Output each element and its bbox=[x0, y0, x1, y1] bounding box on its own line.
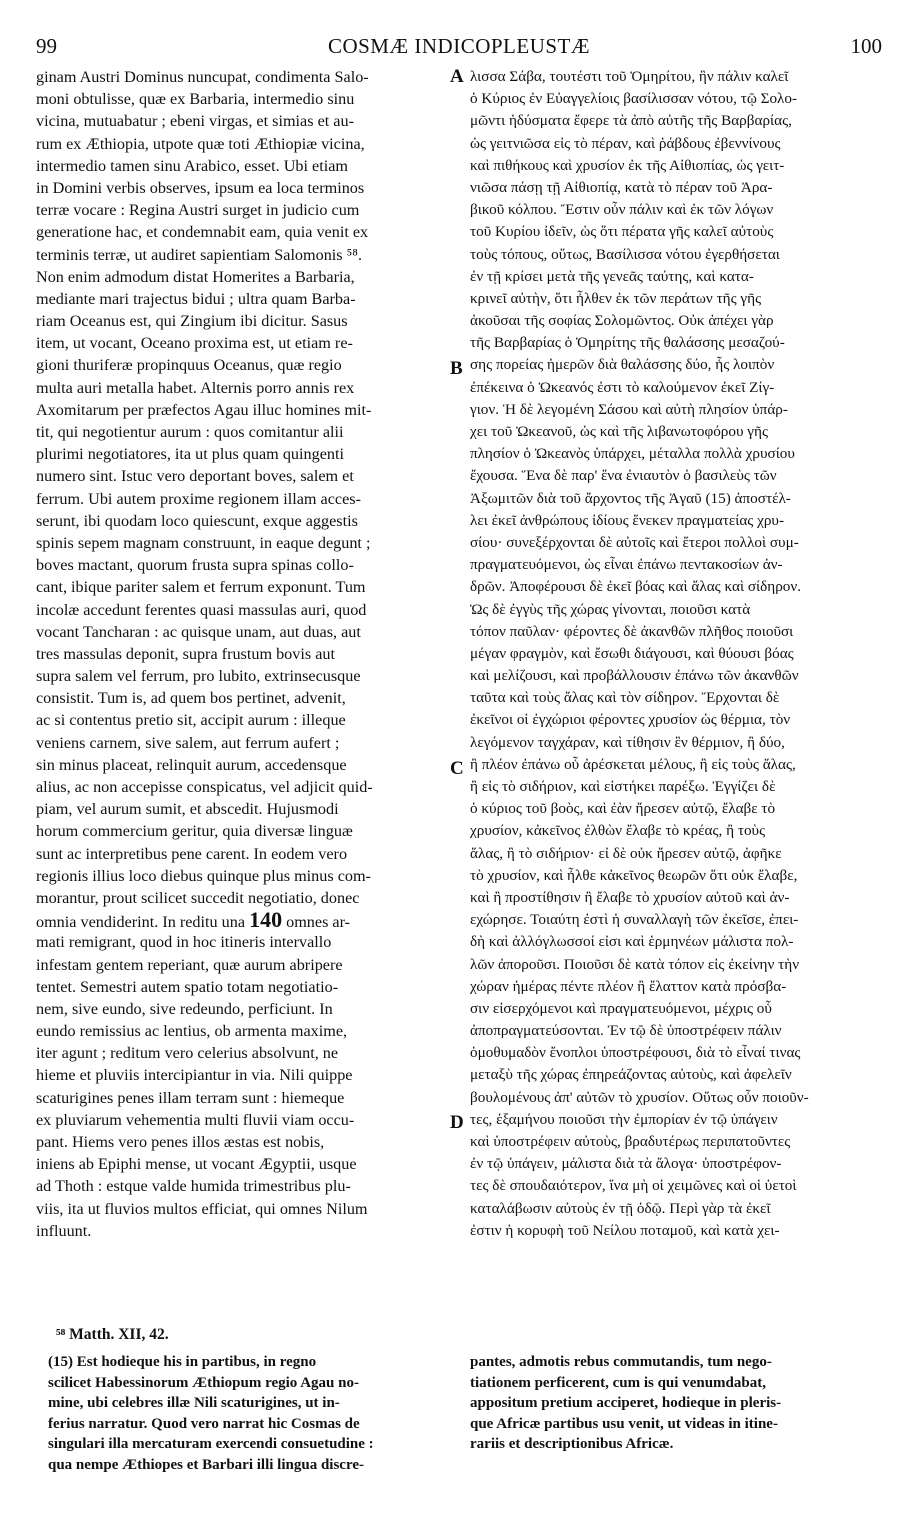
greek-text-line: ἀποπραγματεύσονται. Ἐν τῷ δὲ ὑποστρέφειν πάλιν bbox=[470, 1022, 782, 1040]
greek-text-line: ἀκοῦσαι τῆς σοφίας Σολομῶντος. Οὐκ ἀπέχει γὰρ bbox=[470, 312, 774, 330]
note-line: tiationem perficerent, cum is qui venumdabat, bbox=[470, 1374, 766, 1391]
greek-text-line: ταῦτα καὶ τοὺς ἅλας καὶ τὸν σίδηρον. Ἔρχονται δὲ bbox=[470, 689, 780, 707]
greek-text-line: δρῶν. Ἀποφέρουσι δὲ ἐκεῖ βόας καὶ ἅλας καὶ σίδηρον. bbox=[470, 578, 802, 596]
greek-text-line: πραγματευόμενοι, ὡς εἶναι ἐπάνω πεντακοσίων ἀν- bbox=[470, 556, 783, 574]
latin-text-line: intermedio tamen sinu Arabico, esset. Ubi etiam bbox=[36, 156, 348, 175]
greek-text-line: μῶντι ἡδύσματα ἔφερε τὰ ἀπὸ αὐτῆς τῆς Βαρβαρίας, bbox=[470, 112, 792, 130]
note-line: qua nempe Æthiopes et Barbari illi lingua discre- bbox=[48, 1456, 364, 1473]
latin-text-line bbox=[36, 909, 445, 931]
greek-text-line: ὁμοθυμαδὸν ἔνοπλοι ὑποστρέφουσι, διὰ τὸ εἶναί τινας bbox=[470, 1044, 801, 1062]
greek-text-line: καὶ πιθήκους καὶ χρυσίον ἐκ τῆς Αἰθιοπίας, ὡς γειτ- bbox=[470, 156, 785, 174]
greek-text-line: λεγόμενον ταγχάραν, καὶ τίθησιν ἓν θέρμιον, ἢ δύο, bbox=[470, 733, 785, 751]
latin-text-column bbox=[36, 66, 445, 1242]
latin-text-line: mediante mari trajectus bidui ; ultra quam Barba- bbox=[36, 289, 356, 308]
greek-text-line: ἐστιν ἡ κορυφὴ τοῦ Νείλου ποταμοῦ, καὶ κατὰ χει- bbox=[470, 1221, 780, 1239]
latin-text-line: vicina, mutuabatur ; ebeni virgas, et simias et au- bbox=[36, 112, 354, 131]
greek-text-line: νιῶσα πάσῃ τῇ Αἰθιοπίᾳ, κατὰ τὸ πέραν τοῦ Ἀρα- bbox=[470, 178, 773, 196]
latin-text-line: riam Oceanus est, qui Zingium ibi dicitur. Sasus bbox=[36, 312, 348, 331]
greek-text-line: γιον. Ἡ δὲ λεγομένη Σάσου καὶ αὐτὴ πλησίον ὑπάρ- bbox=[470, 400, 788, 418]
latin-text-line: mati remigrant, quod in hoc itineris intervallo bbox=[36, 933, 332, 952]
latin-text-line: influunt. bbox=[36, 1221, 92, 1240]
greek-text-line: καταλάβωσιν αὐτοὺς ἐν τῇ ὁδῷ. Περὶ γὰρ τὰ ἐκεῖ bbox=[470, 1199, 771, 1217]
latin-text-line: spinis sepem magnam construunt, in eaque degunt ; bbox=[36, 533, 371, 552]
greek-text-line: ὁ κύριος τοῦ βοὸς, καὶ ἐὰν ἤρεσεν αὐτῷ, ἔλαβε τὸ bbox=[470, 800, 776, 818]
note-line: mine, ubi celebres illæ Nili scaturigines, ut in- bbox=[48, 1395, 340, 1411]
greek-text-line: μέγαν φραγμὸν, καὶ ἔσωθι διάγουσι, καὶ θύουσι βόας bbox=[470, 644, 794, 662]
greek-text-line: τὸ χρυσίον, καὶ ἦλθε κἀκεῖνος θεωρῶν ὅτι οὐκ ἔλαβε, bbox=[470, 866, 798, 884]
latin-text-line: gioni thuriferæ propinquus Oceanus, quæ regio bbox=[36, 356, 342, 375]
latin-text-line: serunt, ibi quodam loco quiescunt, exque aggestis bbox=[36, 511, 358, 530]
greek-text-line: ἢ πλέον ἐπάνω οὗ ἀρέσκεται μέλους, ἢ εἰς τοὺς ἅλας, bbox=[470, 755, 796, 773]
latin-text-line: nem, sive eundo, sive redeundo, perficiunt. In bbox=[36, 999, 333, 1018]
latin-text-line: eundo remissius ac lentius, ob armenta maxime, bbox=[36, 1022, 348, 1041]
greek-text-line: βουλομένους ἀπ' αὐτῶν τὸ χρυσίον. Οὕτως οὖν ποιοῦν- bbox=[470, 1088, 809, 1106]
latin-text-fragment: omnes ar- bbox=[282, 913, 351, 932]
latin-text-line: consistit. Tum is, ad quem bos pertinet, advenit, bbox=[36, 689, 346, 708]
latin-text-line: rum ex Æthiopia, utpote quæ toti Æthiopiæ vicina, bbox=[36, 134, 365, 153]
editor-note-right bbox=[470, 1352, 882, 1455]
greek-text-line: καὶ ἢ προστίθησιν ἢ ἔλαβε τὸ χρυσίον αὐτοῦ καὶ ἀν- bbox=[470, 888, 790, 906]
latin-text-line: supra salem vel ferrum, pro lubito, extrinsecusque bbox=[36, 667, 361, 686]
latin-text-line: incolæ accedunt ferentes quasi massulas auri, quod bbox=[36, 600, 367, 619]
page-number-left: 99 bbox=[36, 34, 57, 58]
latin-text-line: item, ut vocant, Oceano proxima est, ut etiam re- bbox=[36, 334, 353, 353]
greek-text-line: λει ἐκεῖ ἀνθρώπους ἰδίους ἕνεκεν πραγματείας χρυ- bbox=[470, 511, 784, 529]
greek-text-line: ἢ εἰς τὸ σιδήριον, καὶ εἱστήκει παρέξω. Ἐγγίζει δὲ bbox=[470, 778, 776, 795]
latin-text-line: vocant Tancharan : ac quisque unam, aut duas, aut bbox=[36, 622, 361, 641]
greek-text-line: ἐν τῷ ὑπάγειν, μάλιστα διὰ τὰ ἄλογα· ὑποστρέφον- bbox=[470, 1155, 782, 1173]
greek-text-line: χώραν ἡμέρας πέντε πλέον ἢ ἔλαττον κατὰ πρόσβα- bbox=[470, 977, 787, 995]
latin-text-line: morantur, prout scilicet succedit negotiatio, donec bbox=[36, 888, 360, 907]
footnote: ⁵⁸ Matth. XII, 42. bbox=[56, 1326, 169, 1343]
greek-text-line: τες, ἑξαμήνου ποιοῦσι τὴν ἐμπορίαν ἐν τῷ ὑπάγειν bbox=[470, 1110, 778, 1128]
latin-text-line: terræ vocare : Regina Austri surget in judicio cum bbox=[36, 201, 360, 220]
greek-text-line: δὴ καὶ ἀλλόγλωσσοί εἰσι καὶ ἑρμηνέων μάλιστα πολ- bbox=[470, 933, 794, 951]
latin-text-line: viis, ita ut fluvios multos efficiat, qui omnes Nilum bbox=[36, 1199, 368, 1218]
latin-text-line: ac si contentus pretio sit, accipit aurum : illeque bbox=[36, 711, 346, 730]
latin-text-line: sunt ac interpretibus pene carent. In eodem vero bbox=[36, 844, 348, 863]
greek-text-line: Ἀξωμιτῶν διὰ τοῦ ἄρχοντος τῆς Ἀγαῦ (15) ἀποστέλ- bbox=[470, 489, 791, 507]
greek-text-line: καὶ ὑποστρέφειν αὐτοὺς, βραδυτέρως περιπατοῦντες bbox=[470, 1133, 791, 1150]
note-line: ferius narratur. Quod vero narrat hic Cosmas de bbox=[48, 1415, 360, 1432]
latin-text-line: numero sint. Istuc vero deportant boves, salem et bbox=[36, 467, 354, 486]
latin-text-line: multa auri metalla habet. Alternis porro annis rex bbox=[36, 378, 355, 397]
running-title: COSMÆ INDICOPLEUSTÆ bbox=[327, 34, 591, 58]
greek-text-line: ἐπέκεινα ὁ Ὠκεανός ἐστι τὸ καλούμενον ἐκεῖ Ζίγ- bbox=[470, 378, 775, 396]
greek-text-line: σιν εἰσερχόμενοι καὶ πραγματευόμενοι, μέχρις οὗ bbox=[470, 999, 772, 1017]
column-number: 140 bbox=[249, 909, 283, 932]
greek-text-line: πλησίον ὁ Ὠκεανὸς ὑπάρχει, μέταλλα πολλὰ χρυσίου bbox=[470, 445, 795, 463]
greek-text-line: τῆς Βαρβαρίας ὁ Ὁμηρίτης τῆς θαλάσσης μεσαζού- bbox=[470, 334, 785, 352]
margin-marker-b: B bbox=[450, 358, 463, 379]
editor-note-left bbox=[48, 1352, 448, 1475]
note-line: que Africæ partibus usu venit, ut videas in itine- bbox=[470, 1415, 778, 1432]
page-number-right: 100 bbox=[850, 34, 882, 58]
latin-text-line: sin minus placeat, relinquit aurum, accedensque bbox=[36, 755, 347, 774]
greek-text-line: ἅλας, ἢ τὸ σιδήριον· εἰ δὲ οὐκ ἤρεσεν αὐτῷ, ἀφῆκε bbox=[470, 844, 782, 862]
greek-text-line: χει τοῦ Ὠκεανοῦ, ὡς καὶ τῆς λιβανωτοφόρου γῆς bbox=[470, 423, 768, 440]
greek-text-line: μεταξὺ τῆς χώρας ἐπηρεάζοντας αὐτοὺς, καὶ ἀφελεῖν bbox=[470, 1066, 792, 1084]
latin-text-line: iter agunt ; reditum vero celerius absolvunt, ne bbox=[36, 1044, 339, 1063]
note-line: scilicet Habessinorum Æthiopum regio Agau no- bbox=[48, 1374, 359, 1391]
greek-text-column bbox=[470, 66, 882, 1242]
note-line: (15) Est hodieque his in partibus, in regno bbox=[48, 1354, 317, 1370]
latin-text-line: iniens ab Epiphi mense, ut vocant Ægyptii, usque bbox=[36, 1155, 357, 1174]
latin-text-line: infestam gentem reperiant, quæ aurum abripere bbox=[36, 955, 343, 974]
greek-text-line: εχώρησε. Τοιαύτη ἐστὶ ἡ συναλλαγὴ τῶν ἐκεῖσε, ἐπει- bbox=[470, 911, 799, 929]
greek-text-line: τόπον παῦλαν· φέροντες δὲ ἀκανθῶν πλῆθος ποιοῦσι bbox=[470, 622, 794, 640]
latin-text-line: boves mactant, quorum frusta supra spinas collo- bbox=[36, 556, 354, 575]
greek-text-line: τοὺς τόπους, οὕτως, Βασίλισσα νότου ἐγερθήσεται bbox=[470, 245, 780, 263]
note-line: rariis et descriptionibus Africæ. bbox=[470, 1436, 674, 1452]
latin-text-line: moni obtulisse, quæ ex Barbaria, intermedio sinu bbox=[36, 90, 355, 109]
note-line: singulari illa mercaturam exercendi consuetudine : bbox=[48, 1436, 374, 1452]
latin-text-line: cant, ibique pariter salem et ferrum exponunt. Tum bbox=[36, 578, 366, 597]
greek-text-line: λῶν ἀποροῦσι. Ποιοῦσι δὲ κατὰ τόπον εἰς ἐκείνην τὴν bbox=[470, 955, 800, 973]
latin-text-line: Non enim admodum distat Homerites a Barbaria, bbox=[36, 267, 355, 286]
greek-text-line: σίου· συνεξέρχονται δὲ αὐτοῖς καὶ ἕτεροι πολλοὶ συμ- bbox=[470, 533, 799, 551]
greek-text-line: λισσα Σάβα, τουτέστι τοῦ Ὁμηρίτου, ἣν πάλιν καλεῖ bbox=[470, 68, 789, 85]
margin-marker-a: A bbox=[450, 66, 464, 87]
greek-text-line: τοῦ Κυρίου ἰδεῖν, ὡς ὅτι πέρατα γῆς καλεῖ αὐτοὺς bbox=[470, 223, 774, 241]
greek-text-line: ἔχουσα. Ἕνα δὲ παρ' ἕνα ἐνιαυτὸν ὁ βασιλεὺς τῶν bbox=[470, 467, 777, 485]
greek-text-line: κρινεῖ αὐτὴν, ὅτι ἦλθεν ἐκ τῶν περάτων τῆς γῆς bbox=[470, 289, 762, 307]
latin-text-line: horum commercium geritur, quia diversæ linguæ bbox=[36, 822, 353, 841]
greek-text-line: τες δὲ σπουδαιότερον, ἵνα μὴ οἱ χειμῶνες καὶ οἱ ὑετοὶ bbox=[470, 1177, 797, 1195]
latin-text-line: ginam Austri Dominus nuncupat, condimenta Salo- bbox=[36, 68, 369, 86]
latin-text-line: generatione hac, et condemnabit eam, quia venit ex bbox=[36, 223, 369, 242]
latin-text-line: plurimi negotiatores, ita ut plus quam quingenti bbox=[36, 445, 344, 464]
greek-text-line: ὁ Κύριος ἐν Εὐαγγελίοις βασίλισσαν νότου, τῷ Σολο- bbox=[470, 90, 798, 108]
greek-text-line: χρυσίον, κἀκεῖνος ἐλθὼν ἔλαβε τὸ κρέας, ἢ τοὺς bbox=[470, 822, 766, 840]
greek-text-line: ὡς γειτνιῶσα εἰς τὸ πέραν, καὶ ῥάβδους ἐβεννίνους bbox=[470, 134, 781, 152]
latin-text-line: in Domini verbis observes, ipsum ea loca terminos bbox=[36, 178, 365, 197]
margin-marker-d: D bbox=[450, 1112, 464, 1133]
latin-text-line: veniens carnem, sive salem, aut ferrum aufert ; bbox=[36, 733, 340, 752]
latin-text-line: tit, qui negotientur aurum : quos comitantur alii bbox=[36, 423, 344, 441]
latin-text-line: piam, vel aurum sumit, et abscedit. Hujusmodi bbox=[36, 800, 339, 819]
latin-text-line: pant. Hiems vero penes illos æstas est nobis, bbox=[36, 1133, 325, 1151]
greek-text-line: ἐν τῇ κρίσει μετὰ τῆς γενεᾶς ταύτης, καὶ κατα- bbox=[470, 267, 754, 285]
running-header bbox=[36, 34, 882, 64]
greek-text-line: καὶ μελίζουσι, καὶ προβάλλουσιν ἐπάνω τῶν ἀκανθῶν bbox=[470, 667, 799, 685]
greek-text-line: βικοῦ κόλπου. Ἔστιν οὖν πάλιν καὶ ἐκ τῶν λόγων bbox=[470, 201, 774, 219]
latin-text-line: ferrum. Ubi autem proxime regionem illam acces- bbox=[36, 489, 361, 508]
latin-text-line: alius, ac non accepisse conspicatus, vel adjicit quid- bbox=[36, 778, 373, 796]
note-line: pantes, admotis rebus commutandis, tum nego- bbox=[470, 1354, 772, 1370]
latin-text-line: tentet. Semestri autem spatio totam negotiatio- bbox=[36, 977, 339, 996]
note-line: appositum pretium acciperet, hodieque in pleris- bbox=[470, 1395, 782, 1411]
latin-text-line: ex pluviarum vehementia multi fluvii viam occu- bbox=[36, 1110, 355, 1129]
greek-text-line: σης πορείας ἡμερῶν διὰ θαλάσσης δύο, ἧς λοιπὸν bbox=[470, 356, 775, 374]
greek-text-line: ἐκεῖνοι οἱ ἐγχώριοι φέροντες χρυσίον ὡς θέρμια, τὸν bbox=[470, 711, 791, 729]
latin-text-line: hieme et pluviis intercipiantur in via. Nili quippe bbox=[36, 1066, 353, 1085]
latin-text-line: scaturigines penes illam terram sunt : hiemeque bbox=[36, 1088, 345, 1107]
latin-text-line: regionis illius loco diebus quinque plus minus com- bbox=[36, 866, 371, 885]
latin-text-line: terminis terræ, ut audiret sapientiam Salomonis ⁵⁸. bbox=[36, 245, 362, 264]
latin-text-line: ad Thoth : estque valde humida trimestribus plu- bbox=[36, 1177, 351, 1196]
latin-text-line: Axomitarum per præfectos Agau illuc homines mit- bbox=[36, 400, 372, 419]
latin-text-line: tres massulas deponit, supra frustum bovis aut bbox=[36, 644, 335, 663]
latin-text-fragment: omnia vendiderint. In reditu una bbox=[36, 913, 250, 932]
greek-text-line: Ὡς δὲ ἐγγὺς τῆς χώρας γίνονται, ποιοῦσι κατὰ bbox=[470, 600, 751, 618]
margin-marker-c: C bbox=[450, 758, 464, 779]
